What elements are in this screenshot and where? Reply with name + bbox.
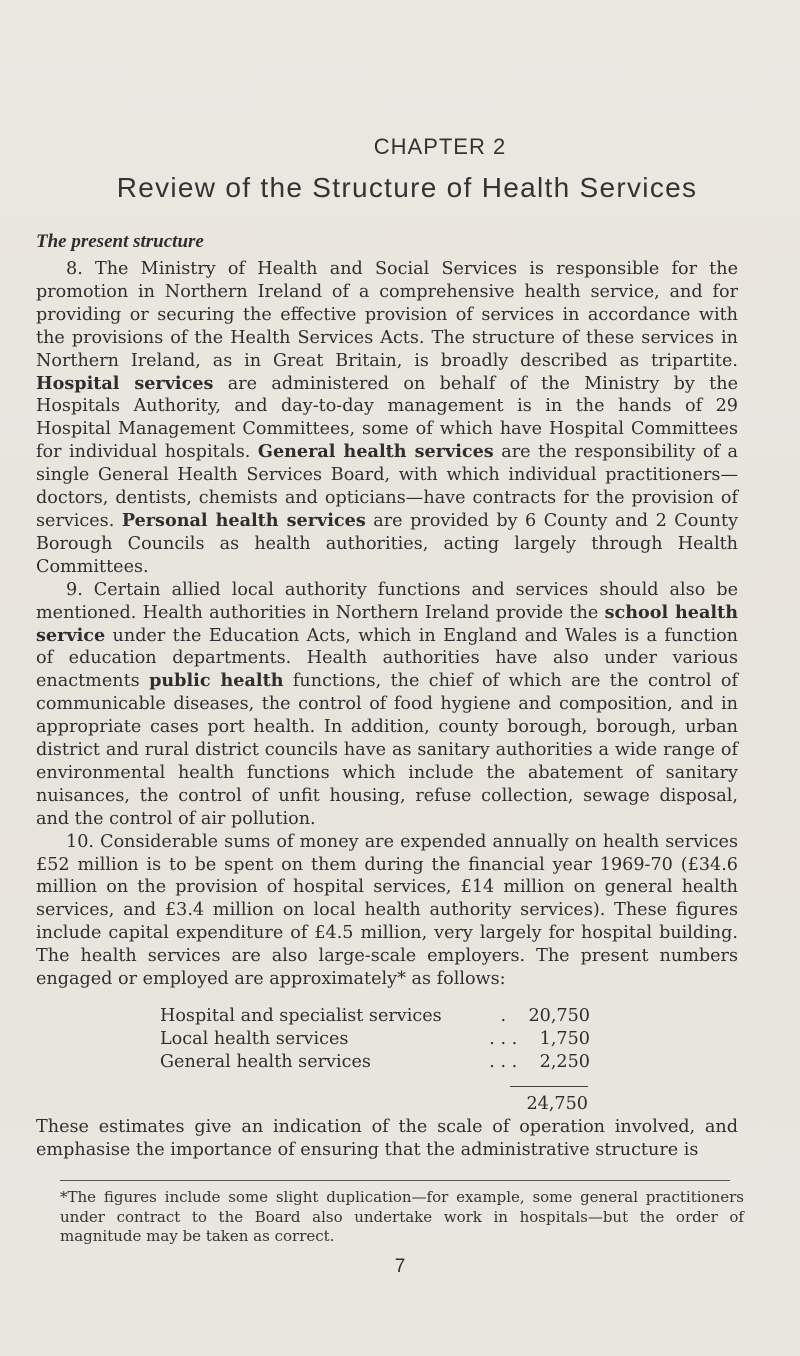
para8-text-3: are the responsibility of a single General Health Services Board, with which individual practitioners—doctors, dentists, chemists and opticians—have contracts for the provision of services. (36, 442, 738, 531)
para9-text-2: under the Education Acts, which in England and Wales is a function of education departments. Health authorities have also under various enactments (36, 625, 738, 692)
row-label: Hospital and specialist services (160, 1006, 442, 1026)
table-row (160, 1028, 590, 1051)
table-row (160, 1005, 590, 1028)
row-leader: . . . (489, 1029, 518, 1049)
row-number: 1,750 (539, 1029, 590, 1049)
footnote: *The figures include some slight duplication—for example, some general practitioners under contract to the Board also undertake work in hospitals—but the order of magnitude may be taken as correct. (60, 1188, 744, 1245)
para8-bold-general-health-services: General health services (257, 441, 494, 463)
para8-bold-personal-health-services: Personal health services (121, 509, 366, 531)
para8-text-4: are provided by 6 County and 2 County Borough Councils as health authorities, acting largely through Health Committees. (36, 510, 739, 577)
para8-bold-hospital-services: Hospital services (36, 372, 214, 394)
para9-text-3: functions, the chief of which are the control of communicable diseases, the control of food hygiene and composition, and in appropriate cases port health. In addition, county borough, borough, urban district and rural district councils have as sanitary authorities a wide range of environmental health functions which include the abatement of sanitary nuisances, the control of unfit housing, refuse collection, sewage disposal, and the control of air pollution. (36, 671, 738, 829)
row-number: 2,250 (539, 1052, 590, 1072)
para8-text-1: 8. The Ministry of Health and Social Services is responsible for the promotion in Northern Ireland of a comprehensive health service, and for providing or securing the effective provision of services in accordance with the provisions of the Health Services Acts. The structure of these services in Northern Ireland, as in Great Britain, is broadly described as tripartite. (36, 259, 738, 371)
para9-text-1: 9. Certain allied local authority functions and services should also be mentioned. Health authorities in Northern Ireland provide the (36, 579, 738, 623)
page-number: 7 (394, 1256, 406, 1277)
row-leader: . (500, 1006, 507, 1026)
chapter-heading: CHAPTER 2 (373, 134, 507, 159)
page-title: Review of the Structure of Health Services (116, 172, 698, 203)
staff-total: 24,750 (526, 1094, 588, 1114)
footnote-divider (60, 1180, 730, 1181)
section-heading: The present structure (36, 231, 204, 252)
paragraph-10: 10. Considerable sums of money are expended annually on health services £52 million is to be spent on them during the financial year 1969-70 (£34.6 million on the provision of hospital services, £14 million on general health services, and £3.4 million on local health authority services). These figures include capital expenditure of £4.5 million, very largely for hospital building. The health services are also large-scale employers. The present numbers engaged or employed are approximately* as follows: (36, 831, 738, 990)
para9-bold-public-health: public health (149, 670, 284, 692)
body-text (36, 230, 738, 1162)
table-row (160, 1051, 590, 1074)
para9-bold-school-health-service: school health service (36, 601, 738, 646)
closing-paragraph: These estimates give an indication of the scale of operation involved, and emphasise the importance of ensuring that the administrative structure is (36, 1116, 738, 1160)
paragraph-8 (36, 258, 738, 579)
row-value (460, 1028, 590, 1051)
paragraph-9 (36, 579, 738, 831)
row-number: 20,750 (528, 1006, 590, 1026)
row-label: Local health services (160, 1029, 349, 1049)
staff-table (160, 1005, 590, 1074)
row-value (460, 1005, 590, 1028)
row-value (460, 1051, 590, 1074)
row-leader: . . . (489, 1052, 518, 1072)
para8-text-2: are administered on behalf of the Ministry by the Hospitals Authority, and day-to-day management is in the hands of 29 Hospital Management Committees, some of which have Hospital Committees for individual hospitals. (36, 373, 738, 463)
total-rule (510, 1086, 588, 1087)
row-label: General health services (160, 1052, 371, 1072)
